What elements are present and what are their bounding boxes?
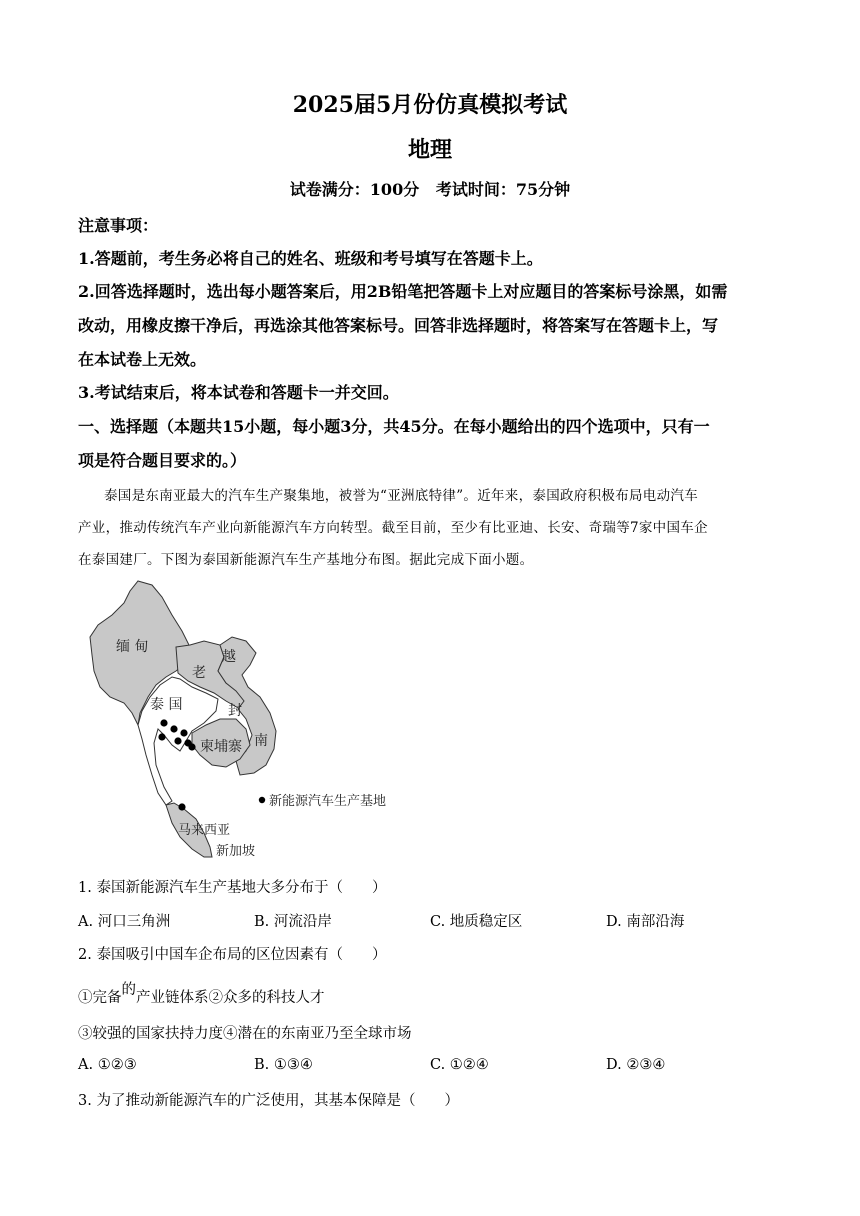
- ev-base-dot: [158, 733, 165, 740]
- ev-base-dot: [170, 725, 177, 732]
- map-label-singapore: 新加坡: [216, 844, 256, 859]
- map-label-cambodia: 柬埔寨: [200, 739, 242, 755]
- legend-label: 新能源汽车生产基地: [269, 794, 387, 809]
- question-1-stem: 1. 泰国新能源汽车生产基地大多分布于（ ）: [78, 880, 387, 896]
- passage-line-2: 产业，推动传统汽车产业向新能源汽车方向转型。截至目前，至少有比亚迪、长安、奇瑞等7家中国车企: [78, 520, 708, 536]
- thailand-ev-base-map: [80, 575, 410, 860]
- map-label-thailand: 泰 国: [150, 697, 183, 713]
- ev-base-dot: [188, 743, 195, 750]
- map-label-vietnam-2: 封: [228, 703, 242, 719]
- map-label-laos: 老: [192, 665, 206, 681]
- passage-line-3: 在泰国建厂。下图为泰国新能源汽车生产基地分布图。据此完成下面小题。: [78, 552, 534, 568]
- question-2-statement-1: [78, 982, 325, 1007]
- ev-base-dot: [174, 737, 181, 744]
- question-2-statement-1-b: 产业链体系②众多的科技人才: [136, 990, 325, 1006]
- ev-base-dot: [160, 719, 167, 726]
- question-3-stem: 3. 为了推动新能源汽车的广泛使用，其基本保障是（ ）: [78, 1093, 459, 1109]
- map-label-malaysia: 马来西亚: [178, 823, 231, 838]
- ev-base-dot: [178, 803, 185, 810]
- question-2-stem: 2. 泰国吸引中国车企布局的区位因素有（ ）: [78, 947, 387, 963]
- question-2-option-d: D. ②③④: [606, 1057, 666, 1073]
- question-2-statement-1-a: ①完备: [78, 990, 122, 1006]
- exam-title: 2025届5月份仿真模拟考试: [292, 92, 568, 118]
- map-label-vietnam-1: 越: [222, 649, 236, 665]
- notice-item-2-line-3: 在本试卷上无效。: [78, 350, 207, 369]
- section-heading-line-2: 项是符合题目要求的。）: [78, 451, 247, 470]
- question-1-option-b: B. 河流沿岸: [254, 914, 332, 930]
- question-1-option-d: D. 南部沿海: [606, 914, 685, 930]
- notice-item-1: 1.答题前，考生务必将自己的姓名、班级和考号填写在答题卡上。: [78, 249, 543, 268]
- map-label-myanmar: 缅 甸: [116, 639, 149, 655]
- section-heading-line-1: 一、选择题（本题共15小题，每小题3分，共45分。在每小题给出的四个选项中，只有一: [78, 417, 710, 436]
- question-1-option-a: A. 河口三角洲: [78, 914, 171, 930]
- question-2-statement-1-sup: 的: [121, 982, 136, 998]
- notice-item-2-line-2: 改动，用橡皮擦干净后，再选涂其他答案标号。回答非选择题时，将答案写在答题卡上，写: [78, 316, 719, 335]
- ev-base-dot: [180, 729, 187, 736]
- question-2-option-b: B. ①③④: [254, 1057, 313, 1073]
- question-1-option-c: C. 地质稳定区: [430, 914, 523, 930]
- notice-item-3: 3.考试结束后，将本试卷和答题卡一并交回。: [78, 383, 399, 402]
- legend-dot: [259, 797, 265, 803]
- notice-item-2-line-1: 2.回答选择题时，选出每小题答案后，用2B铅笔把答题卡上对应题目的答案标号涂黑，如需: [78, 282, 728, 301]
- notice-heading: 注意事项：: [78, 216, 159, 235]
- passage-line-1: 泰国是东南亚最大的汽车生产聚集地，被誉为“亚洲底特律”。近年来，泰国政府积极布局电动汽车: [104, 488, 699, 504]
- exam-meta: 试卷满分：100分 考试时间：75分钟: [289, 180, 571, 199]
- question-2-option-c: C. ①②④: [430, 1057, 489, 1073]
- question-2-option-a: A. ①②③: [78, 1057, 137, 1073]
- question-2-statement-2: ③较强的国家扶持力度④潜在的东南亚乃至全球市场: [78, 1026, 412, 1042]
- map-label-vietnam-3: 南: [254, 733, 268, 749]
- subject-title: 地理: [407, 137, 452, 163]
